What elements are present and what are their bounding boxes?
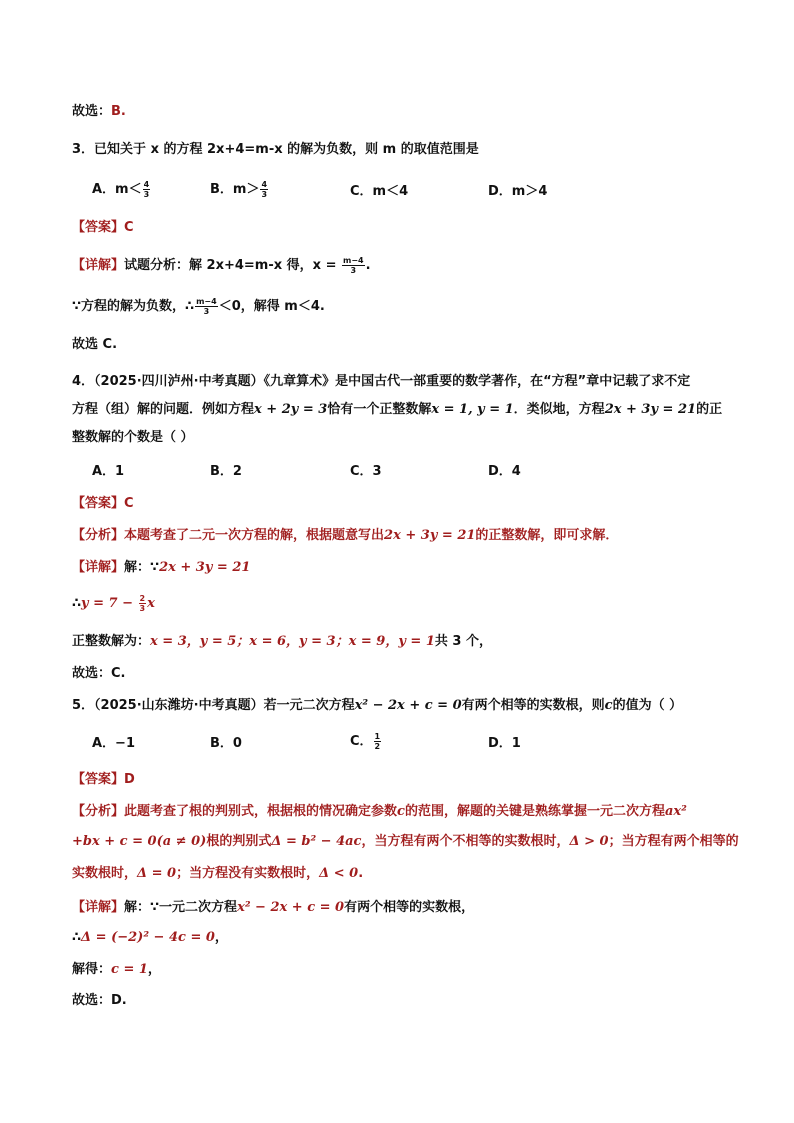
answer-value: C [124,220,134,235]
q5-option-a: A．−1 [92,736,135,751]
analysis-text: 此题考查了根的判别式，根据根的情况确定参数 [124,804,398,819]
answer-tag: 【答案】 [72,220,125,235]
q4-equation: x = 1, y = 1 [431,402,514,417]
q5-step2 [72,960,161,980]
q3-because [72,297,325,317]
q4-option-a: A．1 [92,464,125,479]
detail-text: 解：∵ [124,560,160,575]
q4-text: ．类似地，方程 [513,402,605,417]
detail-tag: 【详解】 [72,560,125,575]
frac-den: 3 [261,190,268,199]
answer-value: D [124,772,135,787]
q3-answer [72,218,134,238]
frac-den: 3 [350,266,357,275]
detail-equation: x² − 2x + c = 0 [237,900,345,915]
q3-option-b-fraction [260,180,268,199]
q5-step1 [72,928,228,948]
analysis-text: 实数根时， [72,866,138,881]
q3-option-a [92,180,151,200]
analysis-text: . [358,866,364,881]
detail-tag: 【详解】 [72,900,125,915]
analysis-equation: 2x + 3y = 21 [384,528,476,543]
analysis-text: 根的判别式 [206,834,272,849]
analysis-text: 的范围，解题的关键是熟练掌握一元二次方程 [404,804,665,819]
q3-option-c: C．m＜4 [350,184,409,199]
analysis-text: 本题考查了二元一次方程的解，根据题意写出 [124,528,385,543]
analysis-equation: ax² [664,804,687,819]
q5-analysis-line2 [72,832,739,852]
detail-equation: 2x + 3y = 21 [159,560,251,575]
q3-option-b [210,180,269,200]
answer-tag: 【答案】 [72,496,125,511]
conclusion-value: B. [111,104,126,119]
frac-num: 4 [143,180,150,189]
step-equation: y = 7 − [81,596,138,611]
frac-num: 4 [261,180,268,189]
q5-text: 的值为（ ） [612,698,683,713]
q4-stem-line3: 整数解的个数是（ ） [72,430,194,445]
q5-text: 5．（2025·山东潍坊·中考真题）若一元二次方程 [72,698,355,713]
therefore-symbol: ∴ [72,930,82,945]
q5-option-d: D．1 [488,736,521,751]
q3-option-a-label: A．m＜ [92,182,142,197]
q3-conclusion: 故选 C. [72,337,118,352]
step-variable: x [147,596,155,611]
detail-text: 试题分析：解 2x+4=m-x 得， [124,258,313,273]
q4-text: 恰有一个正整数解 [327,402,432,417]
analysis-text: ；当方程没有实数根时， [176,866,320,881]
q4-step [72,594,155,614]
q4-conclusion: 故选：C. [72,666,126,681]
because-result: ＜0，解得 m＜4. [218,299,325,314]
q3-because-fraction [195,297,218,316]
analysis-equation: Δ = 0 [137,866,177,881]
step-equation: c = 1 [111,962,148,977]
step-punct: ， [214,930,228,945]
detail-period: . [365,258,371,273]
q5-option-b: B．0 [210,736,242,751]
frac-den: 3 [139,604,146,613]
q5-option-c-fraction [374,732,382,751]
analysis-text: ；当方程有两个相等的 [608,834,739,849]
q5-detail [72,898,474,918]
solutions-label: 正整数解为： [72,634,151,649]
q4-equation: 2x + 3y = 21 [604,402,697,417]
q5-variable: c [604,698,613,713]
analysis-equation: +bx + c = 0(a ≠ 0) [72,834,207,849]
q4-stem-line1: 4．（2025·四川泸州·中考真题）《九章算术》是中国古代一部重要的数学著作，在“方程”章中记载了求不定 [72,374,691,389]
q5-equation: x² − 2x + c = 0 [354,698,462,713]
solve-label: 解得： [72,962,112,977]
detail-tag: 【详解】 [72,258,125,273]
frac-den: 2 [374,742,381,751]
q4-text: 的正 [696,402,723,417]
q4-detail [72,558,250,578]
step-equation: Δ = (−2)² − 4c = 0 [81,930,215,945]
q3-detail-fraction [342,256,365,275]
conclusion-label: 故选： [72,104,112,119]
analysis-equation: Δ > 0 [569,834,609,849]
q4-equation: x + 2y = 3 [254,402,328,417]
analysis-variable: c [397,804,405,819]
answer-tag: 【答案】 [72,772,125,787]
therefore-symbol: ∴ [72,596,82,611]
analysis-equation: Δ = b² − 4ac [271,834,362,849]
analysis-equation: Δ < 0 [319,866,359,881]
q4-step-fraction [139,594,147,613]
q4-solutions [72,632,492,652]
q4-analysis [72,526,618,546]
solutions-count: 共 3 个， [434,634,492,649]
q3-option-b-label: B．m＞ [210,182,260,197]
because-text: ∵方程的解为负数，∴ [72,299,195,314]
solutions-values: x = 3，y = 5；x = 6，y = 3；x = 9，y = 1 [150,634,435,649]
q4-option-c: C．3 [350,464,382,479]
q5-option-c-label: C． [350,734,373,749]
analysis-text: ，当方程有两个不相等的实数根时， [361,834,570,849]
detail-x: x = [312,258,341,273]
q3-detail [72,256,371,276]
q4-option-d: D．4 [488,464,521,479]
q5-text: 有两个相等的实数根，则 [461,698,605,713]
q5-option-c [350,732,382,752]
q3-option-a-fraction [143,180,151,199]
frac-den: 3 [143,190,150,199]
q4-option-b: B．2 [210,464,242,479]
frac-num: 1 [374,732,381,741]
frac-num: m−4 [196,297,217,306]
analysis-text: 的正整数解，即可求解． [475,528,619,543]
prev-conclusion [72,102,126,122]
q4-stem-line2 [72,400,722,420]
q3-stem: 3．已知关于 x 的方程 2x+4=m-x 的解为负数，则 m 的取值范围是 [72,142,479,157]
q5-conclusion: 故选：D. [72,993,127,1008]
analysis-tag: 【分析】 [72,804,125,819]
detail-text: 解：∵一元二次方程 [124,900,238,915]
analysis-tag: 【分析】 [72,528,125,543]
answer-value: C [124,496,134,511]
frac-den: 3 [203,307,210,316]
q5-analysis-line3 [72,864,363,884]
q5-analysis-line1 [72,802,687,822]
detail-text: 有两个相等的实数根， [344,900,475,915]
frac-num: m−4 [343,256,364,265]
q4-text: 方程（组）解的问题．例如方程 [72,402,255,417]
frac-num: 2 [139,594,146,603]
step-punct: ， [147,962,161,977]
q5-stem [72,696,682,716]
q3-option-d: D．m＞4 [488,184,548,199]
q4-answer [72,494,134,514]
q5-answer [72,770,135,790]
